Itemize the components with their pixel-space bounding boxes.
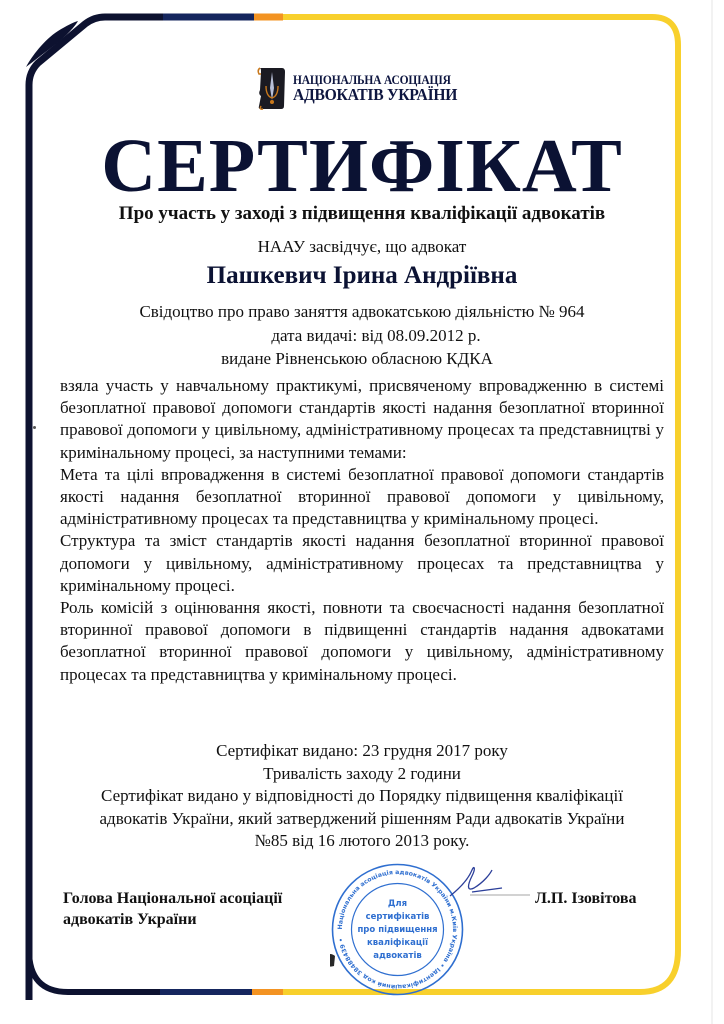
signatory-title-line: адвокатів України bbox=[63, 911, 197, 928]
certificate-subtitle: Про участь у заході з підвищення кваліфікації адвокатів bbox=[118, 203, 606, 224]
issue-date-line: Сертифікат видано: 23 грудня 2017 року bbox=[216, 741, 508, 760]
body-paragraph: взяла участь у навчальному практикумі, присвяченому впровадженню в системі безоплатної правової допомоги стандартів якості надання безоплатної вторинної правової допомоги у цивільному, адміністративному процесах та представництві у кримінальному процесі, за наступними темами: bbox=[60, 376, 664, 462]
stamp-line: сертифікатів bbox=[365, 912, 430, 922]
topic-paragraph: Структура та зміст стандартів якості надання безоплатної вторинної правової допомоги у цивільному, адміністративному процесах та представництва у кримінальному процесі. bbox=[60, 531, 664, 595]
stamp-line: про підвищення bbox=[357, 925, 438, 935]
license-issued-by: видане Рівненською обласною КДКА bbox=[221, 349, 493, 368]
stamp-line: Для bbox=[387, 899, 408, 909]
certificate-footer bbox=[0, 740, 724, 853]
certificate-title: СЕРТИФІКАТ bbox=[101, 124, 623, 208]
topic-paragraph: Мета та цілі впровадження в системі безоплатної правової допомоги стандартів якості надання безоплатної вторинної правової допомоги у цивільному, адміністративному процесах та представництва у кримінальному процесі. bbox=[60, 464, 664, 529]
stamp-ring-text: Національна асоціація адвокатів України м.Київ Україна • Ідентифікаційний код 38488439 • bbox=[336, 868, 459, 991]
license-line: Свідоцтво про право заняття адвокатською діяльністю № 964 bbox=[139, 302, 585, 321]
topic-paragraph: Роль комісій з оцінювання якості, повноти та своєчасності надання безоплатної вторинної правової допомоги в підвищенні стандартів надання адвокатами безоплатної вторинної правової допомоги у цивільному, адміністративному процесах та представництва у кримінальному процесі. bbox=[60, 598, 664, 684]
regulation-line: Сертифікат видано у відповідності до Порядку підвищення кваліфікації bbox=[101, 786, 623, 805]
official-stamp bbox=[330, 862, 465, 997]
trident-scroll-icon bbox=[257, 66, 287, 110]
license-issue-date: дата видачі: від 08.09.2012 р. bbox=[271, 326, 481, 345]
stamp-text-layer bbox=[330, 862, 465, 997]
signatory-title bbox=[63, 888, 282, 930]
recipient-name: Пашкевич Ірина Андріївна bbox=[206, 262, 518, 289]
certificate-intro: НААУ засвідчує, що адвокат bbox=[257, 237, 467, 256]
scan-speck bbox=[33, 426, 36, 429]
signatory-title-line: Голова Національної асоціації bbox=[63, 890, 283, 907]
stamp-line: кваліфікації bbox=[366, 938, 429, 948]
quill-icon bbox=[26, 21, 78, 67]
frame-bottom-left-navy bbox=[29, 950, 160, 992]
signer-name: Л.П. Ізовітова bbox=[535, 890, 637, 907]
regulation-line: адвокатів України, який затверджений рішенням Ради адвокатів України bbox=[99, 808, 625, 828]
certificate-body bbox=[60, 375, 664, 686]
stamp-line: адвокатів bbox=[373, 951, 422, 961]
logo-line-2: АДВОКАТІВ УКРАЇНИ bbox=[293, 85, 458, 104]
duration-line: Тривалість заходу 2 години bbox=[263, 763, 461, 783]
regulation-line: №85 від 16 лютого 2013 року. bbox=[254, 831, 470, 850]
logo-line-1: НАЦІОНАЛЬНА АСОЦІАЦІЯ bbox=[293, 73, 451, 87]
